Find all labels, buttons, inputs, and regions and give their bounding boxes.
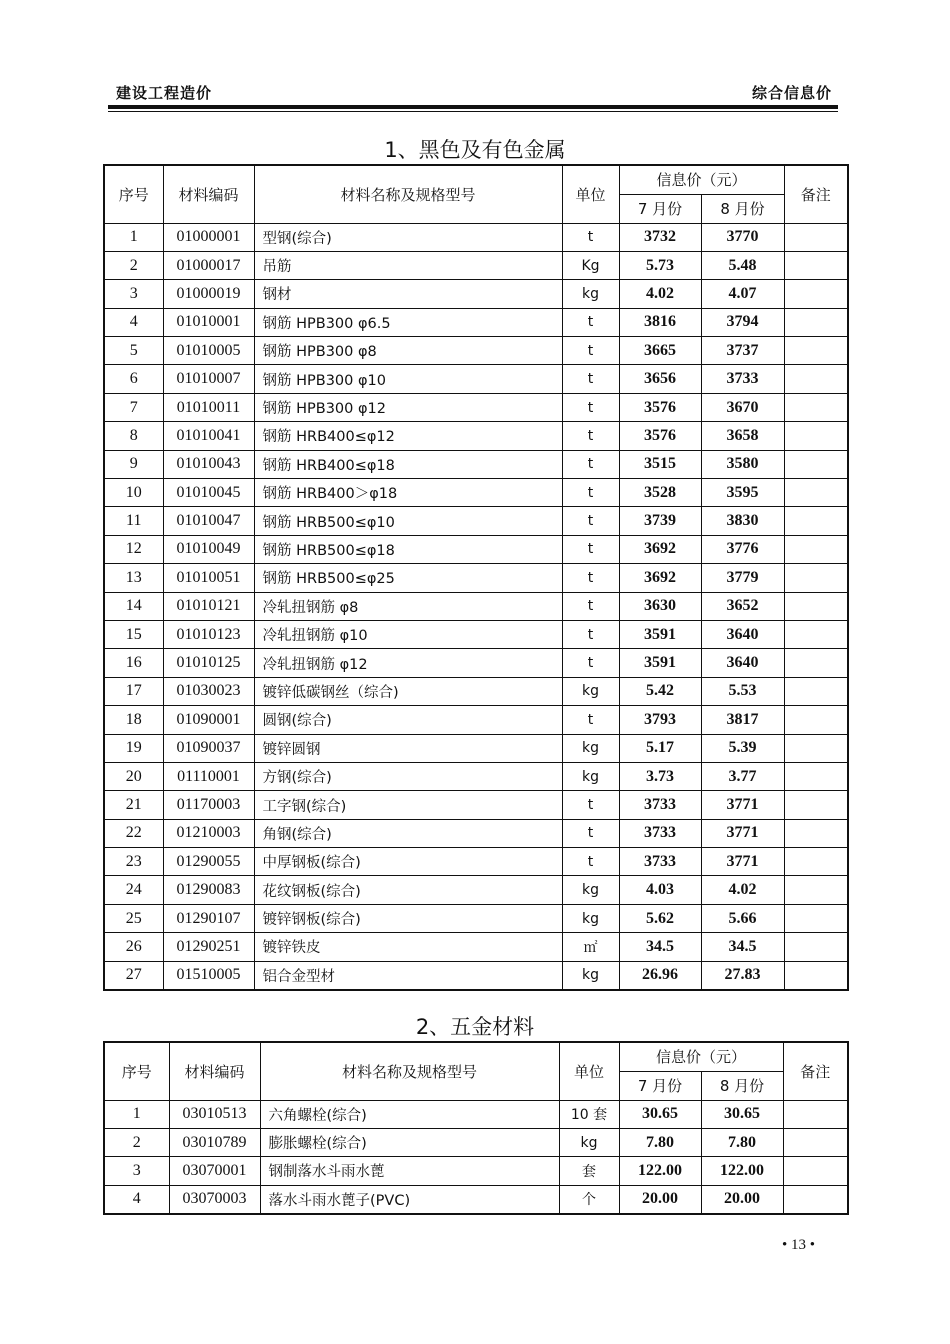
cell-name: 钢筋 HRB500≤φ18 xyxy=(254,535,562,563)
table-body xyxy=(104,223,848,990)
cell-unit: t xyxy=(562,393,619,421)
cell-remark xyxy=(784,479,848,507)
cell-july-price: 3576 xyxy=(619,393,701,421)
cell-august-price: 5.48 xyxy=(701,251,784,279)
cell-unit: t xyxy=(562,848,619,876)
cell-remark xyxy=(783,1128,848,1156)
cell-august-price: 3770 xyxy=(701,223,784,251)
cell-unit: t xyxy=(562,223,619,251)
metals-price-table xyxy=(103,164,849,991)
cell-july-price: 3732 xyxy=(619,223,701,251)
cell-index: 1 xyxy=(104,1100,169,1128)
table-row xyxy=(104,904,848,932)
cell-august-price: 3658 xyxy=(701,422,784,450)
cell-july-price: 3591 xyxy=(619,649,701,677)
cell-index: 8 xyxy=(104,422,163,450)
cell-remark xyxy=(784,365,848,393)
cell-remark xyxy=(784,819,848,847)
cell-name: 落水斗雨水蓖子(PVC) xyxy=(260,1185,559,1213)
cell-code: 03070001 xyxy=(169,1157,260,1185)
cell-code: 01010043 xyxy=(163,450,254,478)
cell-july-price: 20.00 xyxy=(619,1185,701,1213)
cell-august-price: 3771 xyxy=(701,848,784,876)
table-row xyxy=(104,762,848,790)
cell-unit: t xyxy=(562,422,619,450)
cell-august-price: 7.80 xyxy=(701,1128,783,1156)
cell-code: 01030023 xyxy=(163,677,254,705)
cell-name: 钢材 xyxy=(254,280,562,308)
cell-name: 铝合金型材 xyxy=(254,961,562,989)
cell-july-price: 4.03 xyxy=(619,876,701,904)
table-body xyxy=(104,1100,848,1214)
cell-code: 01090037 xyxy=(163,734,254,762)
cell-index: 23 xyxy=(104,848,163,876)
cell-august-price: 3737 xyxy=(701,337,784,365)
cell-code: 01010049 xyxy=(163,535,254,563)
cell-unit: kg xyxy=(562,280,619,308)
table-row xyxy=(104,479,848,507)
cell-remark xyxy=(784,677,848,705)
cell-remark xyxy=(784,422,848,450)
header-rule-thin xyxy=(108,111,838,112)
cell-remark xyxy=(784,223,848,251)
cell-july-price: 3692 xyxy=(619,535,701,563)
cell-remark xyxy=(784,564,848,592)
page-number: • 13 • xyxy=(782,1237,816,1253)
cell-code: 01000017 xyxy=(163,251,254,279)
cell-index: 10 xyxy=(104,479,163,507)
running-header-right: 综合信息价 xyxy=(751,84,832,102)
cell-unit: 10 套 xyxy=(559,1100,619,1128)
cell-august-price: 3595 xyxy=(701,479,784,507)
cell-july-price: 3515 xyxy=(619,450,701,478)
table-row xyxy=(104,649,848,677)
cell-index: 1 xyxy=(104,223,163,251)
table-row xyxy=(104,848,848,876)
cell-index: 4 xyxy=(104,308,163,336)
cell-unit: kg xyxy=(559,1128,619,1156)
cell-august-price: 27.83 xyxy=(701,961,784,989)
cell-name: 型钢(综合) xyxy=(254,223,562,251)
table-header xyxy=(104,165,848,223)
cell-july-price: 3591 xyxy=(619,620,701,648)
cell-name: 钢筋 HPB300 φ12 xyxy=(254,393,562,421)
cell-july-price: 3733 xyxy=(619,848,701,876)
cell-index: 2 xyxy=(104,1128,169,1156)
cell-code: 01000001 xyxy=(163,223,254,251)
cell-name: 花纹钢板(综合) xyxy=(254,876,562,904)
cell-code: 01000019 xyxy=(163,280,254,308)
cell-august-price: 3670 xyxy=(701,393,784,421)
cell-remark xyxy=(784,961,848,989)
cell-unit: t xyxy=(562,649,619,677)
cell-code: 01090001 xyxy=(163,706,254,734)
cell-index: 24 xyxy=(104,876,163,904)
col-header-august: 8 月份 xyxy=(701,194,784,223)
cell-code: 01510005 xyxy=(163,961,254,989)
cell-unit: kg xyxy=(562,762,619,790)
cell-name: 六角螺栓(综合) xyxy=(260,1100,559,1128)
col-header-index: 序号 xyxy=(104,1042,169,1100)
table-row xyxy=(104,535,848,563)
cell-name: 角钢(综合) xyxy=(254,819,562,847)
section-title-metals: 1、黑色及有色金属 xyxy=(384,138,566,162)
cell-code: 03070003 xyxy=(169,1185,260,1213)
cell-remark xyxy=(784,251,848,279)
col-header-code: 材料编码 xyxy=(169,1042,260,1100)
cell-unit: t xyxy=(562,564,619,592)
col-header-july: 7 月份 xyxy=(619,194,701,223)
cell-name: 镀锌圆钢 xyxy=(254,734,562,762)
col-header-index: 序号 xyxy=(104,165,163,223)
cell-code: 01010047 xyxy=(163,507,254,535)
cell-july-price: 5.62 xyxy=(619,904,701,932)
cell-unit: kg xyxy=(562,876,619,904)
cell-august-price: 3652 xyxy=(701,592,784,620)
cell-august-price: 3830 xyxy=(701,507,784,535)
col-header-name: 材料名称及规格型号 xyxy=(254,165,562,223)
cell-august-price: 3794 xyxy=(701,308,784,336)
cell-code: 03010789 xyxy=(169,1128,260,1156)
cell-july-price: 5.17 xyxy=(619,734,701,762)
cell-name: 圆钢(综合) xyxy=(254,706,562,734)
cell-code: 01010041 xyxy=(163,422,254,450)
table-row xyxy=(104,251,848,279)
header-rule-thick xyxy=(108,105,838,109)
table-row xyxy=(104,308,848,336)
cell-name: 钢筋 HPB300 φ10 xyxy=(254,365,562,393)
cell-unit: t xyxy=(562,337,619,365)
cell-july-price: 3630 xyxy=(619,592,701,620)
cell-july-price: 3528 xyxy=(619,479,701,507)
cell-july-price: 3739 xyxy=(619,507,701,535)
cell-remark xyxy=(784,280,848,308)
cell-index: 7 xyxy=(104,393,163,421)
cell-index: 11 xyxy=(104,507,163,535)
cell-july-price: 3.73 xyxy=(619,762,701,790)
cell-august-price: 34.5 xyxy=(701,933,784,961)
table-row xyxy=(104,1128,848,1156)
cell-index: 21 xyxy=(104,791,163,819)
cell-index: 9 xyxy=(104,450,163,478)
cell-august-price: 3771 xyxy=(701,791,784,819)
cell-name: 钢筋 HPB300 φ8 xyxy=(254,337,562,365)
cell-remark xyxy=(783,1185,848,1213)
cell-unit: kg xyxy=(562,677,619,705)
table-row xyxy=(104,961,848,989)
cell-unit: t xyxy=(562,479,619,507)
cell-july-price: 7.80 xyxy=(619,1128,701,1156)
cell-august-price: 3580 xyxy=(701,450,784,478)
table-row xyxy=(104,450,848,478)
cell-unit: 套 xyxy=(559,1157,619,1185)
hardware-price-table xyxy=(103,1041,849,1215)
cell-name: 钢筋 HRB400＞φ18 xyxy=(254,479,562,507)
cell-remark xyxy=(784,734,848,762)
cell-unit: t xyxy=(562,620,619,648)
table-row xyxy=(104,564,848,592)
cell-name: 冷轧扭钢筋 φ10 xyxy=(254,620,562,648)
cell-name: 钢筋 HRB500≤φ25 xyxy=(254,564,562,592)
cell-july-price: 3692 xyxy=(619,564,701,592)
cell-remark xyxy=(784,649,848,677)
cell-index: 17 xyxy=(104,677,163,705)
cell-index: 18 xyxy=(104,706,163,734)
table-row xyxy=(104,280,848,308)
cell-name: 钢筋 HRB400≤φ18 xyxy=(254,450,562,478)
cell-unit: t xyxy=(562,592,619,620)
table-row xyxy=(104,1185,848,1213)
cell-index: 2 xyxy=(104,251,163,279)
cell-august-price: 3776 xyxy=(701,535,784,563)
cell-name: 工字钢(综合) xyxy=(254,791,562,819)
cell-july-price: 5.42 xyxy=(619,677,701,705)
running-header-left: 建设工程造价 xyxy=(116,84,213,102)
cell-code: 01290083 xyxy=(163,876,254,904)
cell-unit: t xyxy=(562,706,619,734)
cell-august-price: 5.53 xyxy=(701,677,784,705)
cell-index: 14 xyxy=(104,592,163,620)
cell-july-price: 3816 xyxy=(619,308,701,336)
cell-index: 5 xyxy=(104,337,163,365)
cell-index: 22 xyxy=(104,819,163,847)
cell-august-price: 3779 xyxy=(701,564,784,592)
cell-index: 26 xyxy=(104,933,163,961)
cell-code: 01010007 xyxy=(163,365,254,393)
cell-remark xyxy=(784,791,848,819)
col-header-july: 7 月份 xyxy=(619,1071,701,1100)
cell-august-price: 30.65 xyxy=(701,1100,783,1128)
col-header-remark: 备注 xyxy=(783,1042,848,1100)
cell-august-price: 5.66 xyxy=(701,904,784,932)
col-header-unit: 单位 xyxy=(562,165,619,223)
cell-unit: Kg xyxy=(562,251,619,279)
cell-unit: kg xyxy=(562,734,619,762)
table-row xyxy=(104,706,848,734)
table-row xyxy=(104,365,848,393)
table-row xyxy=(104,1100,848,1128)
cell-index: 25 xyxy=(104,904,163,932)
cell-remark xyxy=(784,337,848,365)
cell-code: 01170003 xyxy=(163,791,254,819)
cell-name: 方钢(综合) xyxy=(254,762,562,790)
cell-july-price: 3656 xyxy=(619,365,701,393)
col-header-august: 8 月份 xyxy=(701,1071,783,1100)
cell-index: 6 xyxy=(104,365,163,393)
cell-code: 01010001 xyxy=(163,308,254,336)
cell-august-price: 4.02 xyxy=(701,876,784,904)
cell-august-price: 3640 xyxy=(701,649,784,677)
col-header-unit: 单位 xyxy=(559,1042,619,1100)
cell-code: 01010005 xyxy=(163,337,254,365)
cell-name: 钢筋 HRB500≤φ10 xyxy=(254,507,562,535)
table-row xyxy=(104,819,848,847)
cell-name: 钢制落水斗雨水蓖 xyxy=(260,1157,559,1185)
cell-july-price: 5.73 xyxy=(619,251,701,279)
cell-unit: ㎡ xyxy=(562,933,619,961)
cell-august-price: 3771 xyxy=(701,819,784,847)
table-row xyxy=(104,933,848,961)
cell-remark xyxy=(784,450,848,478)
table-row xyxy=(104,337,848,365)
cell-code: 01010121 xyxy=(163,592,254,620)
table-row xyxy=(104,592,848,620)
cell-index: 13 xyxy=(104,564,163,592)
table-row xyxy=(104,422,848,450)
col-header-price-group: 信息价（元） xyxy=(619,1042,783,1071)
table-row xyxy=(104,393,848,421)
cell-remark xyxy=(784,933,848,961)
cell-remark xyxy=(784,620,848,648)
cell-index: 20 xyxy=(104,762,163,790)
cell-code: 01110001 xyxy=(163,762,254,790)
cell-name: 冷轧扭钢筋 φ12 xyxy=(254,649,562,677)
cell-remark xyxy=(783,1100,848,1128)
cell-july-price: 34.5 xyxy=(619,933,701,961)
cell-july-price: 26.96 xyxy=(619,961,701,989)
cell-remark xyxy=(784,876,848,904)
cell-august-price: 3733 xyxy=(701,365,784,393)
cell-index: 4 xyxy=(104,1185,169,1213)
cell-unit: t xyxy=(562,308,619,336)
table-header xyxy=(104,1042,848,1100)
cell-name: 钢筋 HRB400≤φ12 xyxy=(254,422,562,450)
cell-code: 01210003 xyxy=(163,819,254,847)
table-row xyxy=(104,734,848,762)
cell-index: 19 xyxy=(104,734,163,762)
cell-name: 镀锌低碳钢丝（综合) xyxy=(254,677,562,705)
cell-remark xyxy=(784,592,848,620)
cell-name: 钢筋 HPB300 φ6.5 xyxy=(254,308,562,336)
cell-august-price: 4.07 xyxy=(701,280,784,308)
cell-unit: t xyxy=(562,819,619,847)
cell-unit: kg xyxy=(562,904,619,932)
table-row xyxy=(104,677,848,705)
cell-index: 27 xyxy=(104,961,163,989)
cell-index: 12 xyxy=(104,535,163,563)
cell-remark xyxy=(783,1157,848,1185)
cell-index: 3 xyxy=(104,1157,169,1185)
cell-name: 冷轧扭钢筋 φ8 xyxy=(254,592,562,620)
cell-july-price: 3733 xyxy=(619,819,701,847)
cell-august-price: 5.39 xyxy=(701,734,784,762)
cell-july-price: 3793 xyxy=(619,706,701,734)
col-header-remark: 备注 xyxy=(784,165,848,223)
cell-august-price: 3640 xyxy=(701,620,784,648)
cell-name: 镀锌铁皮 xyxy=(254,933,562,961)
cell-code: 01010045 xyxy=(163,479,254,507)
cell-july-price: 30.65 xyxy=(619,1100,701,1128)
table-row xyxy=(104,1157,848,1185)
cell-august-price: 20.00 xyxy=(701,1185,783,1213)
cell-unit: t xyxy=(562,450,619,478)
table-row xyxy=(104,620,848,648)
cell-remark xyxy=(784,904,848,932)
cell-code: 01010125 xyxy=(163,649,254,677)
cell-name: 中厚钢板(综合) xyxy=(254,848,562,876)
cell-unit: t xyxy=(562,535,619,563)
cell-remark xyxy=(784,308,848,336)
cell-remark xyxy=(784,507,848,535)
cell-august-price: 3.77 xyxy=(701,762,784,790)
col-header-price-group: 信息价（元） xyxy=(619,165,784,194)
table-row xyxy=(104,507,848,535)
col-header-name: 材料名称及规格型号 xyxy=(260,1042,559,1100)
cell-code: 01010123 xyxy=(163,620,254,648)
cell-unit: kg xyxy=(562,961,619,989)
cell-unit: t xyxy=(562,507,619,535)
section-title-hardware: 2、五金材料 xyxy=(415,1015,535,1039)
cell-remark xyxy=(784,762,848,790)
col-header-code: 材料编码 xyxy=(163,165,254,223)
cell-index: 3 xyxy=(104,280,163,308)
cell-july-price: 3665 xyxy=(619,337,701,365)
table-row xyxy=(104,876,848,904)
cell-unit: t xyxy=(562,365,619,393)
cell-remark xyxy=(784,706,848,734)
cell-july-price: 122.00 xyxy=(619,1157,701,1185)
cell-remark xyxy=(784,848,848,876)
table-row xyxy=(104,223,848,251)
cell-name: 镀锌钢板(综合) xyxy=(254,904,562,932)
cell-code: 01290251 xyxy=(163,933,254,961)
cell-july-price: 4.02 xyxy=(619,280,701,308)
table-row xyxy=(104,791,848,819)
cell-remark xyxy=(784,535,848,563)
cell-name: 吊筋 xyxy=(254,251,562,279)
cell-code: 01010011 xyxy=(163,393,254,421)
cell-index: 15 xyxy=(104,620,163,648)
cell-code: 03010513 xyxy=(169,1100,260,1128)
cell-code: 01290107 xyxy=(163,904,254,932)
cell-august-price: 122.00 xyxy=(701,1157,783,1185)
cell-july-price: 3733 xyxy=(619,791,701,819)
cell-code: 01010051 xyxy=(163,564,254,592)
cell-index: 16 xyxy=(104,649,163,677)
cell-july-price: 3576 xyxy=(619,422,701,450)
cell-unit: t xyxy=(562,791,619,819)
cell-name: 膨胀螺栓(综合) xyxy=(260,1128,559,1156)
cell-august-price: 3817 xyxy=(701,706,784,734)
cell-unit: 个 xyxy=(559,1185,619,1213)
cell-remark xyxy=(784,393,848,421)
cell-code: 01290055 xyxy=(163,848,254,876)
